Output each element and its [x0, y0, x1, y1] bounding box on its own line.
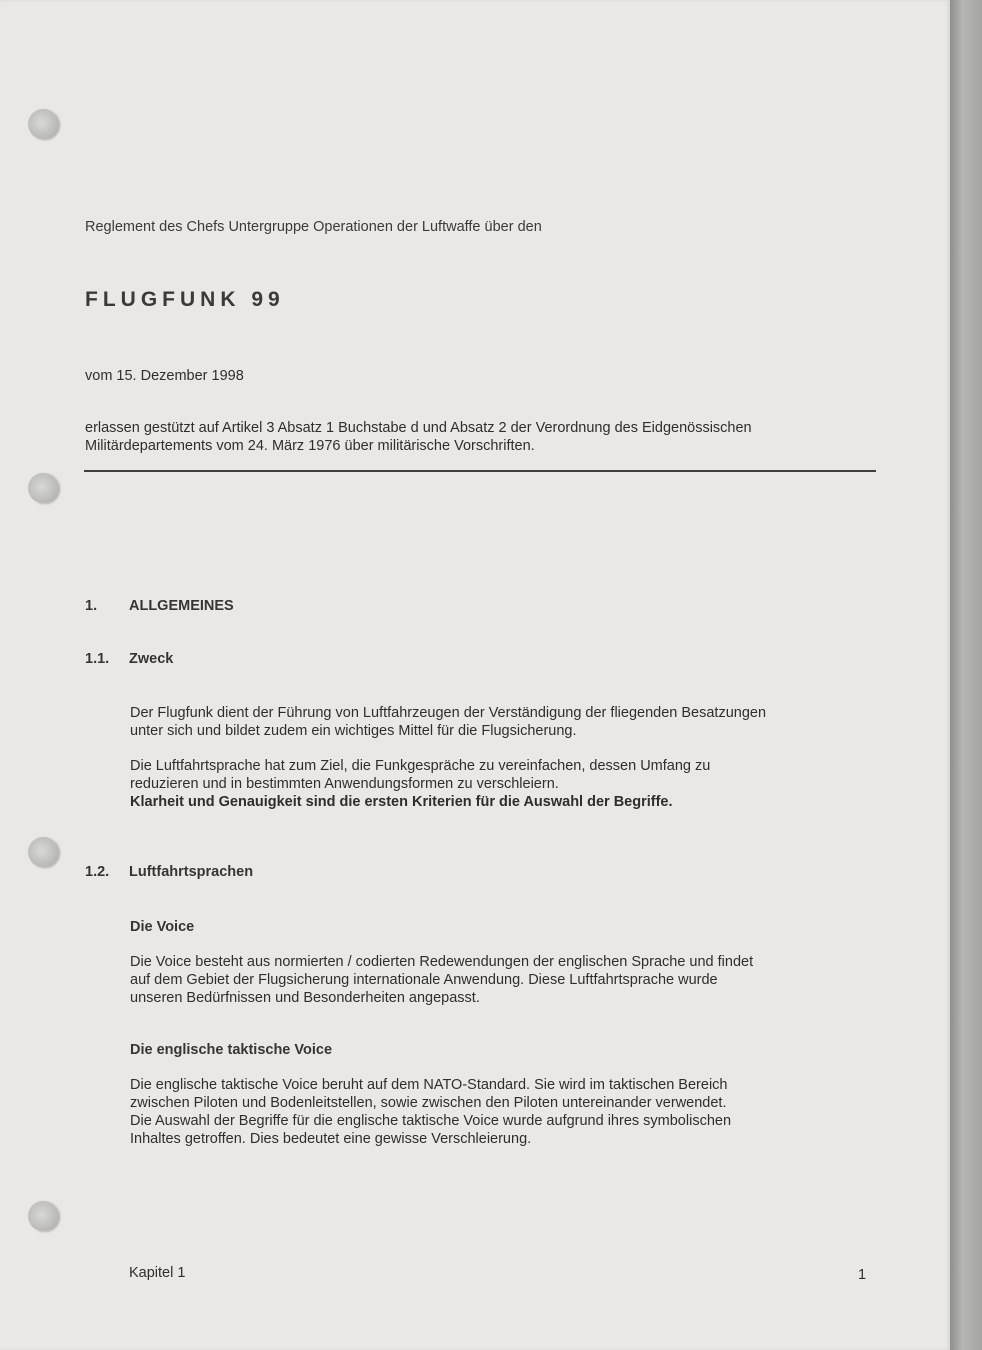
- scanner-background: [950, 0, 982, 1350]
- paragraph-line: Der Flugfunk dient der Führung von Luftfahrzeugen der Verständigung der fliegenden Besatzungen: [130, 705, 767, 721]
- punch-hole: [28, 837, 58, 867]
- punch-hole: [28, 1201, 58, 1231]
- paragraph-line: Die Auswahl der Begriffe für die englische taktische Voice wurde aufgrund ihres symbolischen: [130, 1113, 732, 1129]
- section-title: Luftfahrtsprachen: [129, 864, 254, 880]
- section-1-2-heading: [85, 863, 253, 881]
- document-title: FLUGFUNK 99: [85, 288, 285, 311]
- punch-hole: [28, 473, 58, 503]
- paragraph-line: Die Voice besteht aus normierten / codierten Redewendungen der englischen Sprache und findet: [130, 954, 754, 970]
- paragraph-line: zwischen Piloten und Bodenleitstellen, sowie zwischen den Piloten untereinander verwendet.: [130, 1095, 727, 1111]
- subheading-voice: Die Voice: [130, 919, 195, 935]
- paragraph-line: unter sich und bildet zudem ein wichtiges Mittel für die Flugsicherung.: [130, 723, 577, 739]
- section-1-1-heading: [85, 650, 173, 668]
- zweck-paragraph-1: [130, 704, 766, 740]
- enactment-text: [85, 419, 752, 455]
- voice-paragraph: [130, 953, 753, 1007]
- tactical-voice-paragraph: [130, 1076, 731, 1148]
- horizontal-rule: [84, 470, 876, 472]
- section-1-heading: [85, 597, 234, 615]
- paragraph-line: Inhaltes getroffen. Dies bedeutet eine gewisse Verschleierung.: [130, 1131, 532, 1147]
- paragraph-line: auf dem Gebiet der Flugsicherung internationale Anwendung. Diese Luftfahrtsprache wurde: [130, 972, 718, 988]
- paragraph-line: Die Luftfahrtsprache hat zum Ziel, die Funkgespräche zu vereinfachen, dessen Umfang zu: [130, 758, 711, 774]
- paragraph-line: Die englische taktische Voice beruht auf dem NATO-Standard. Sie wird im taktischen Bereich: [130, 1077, 728, 1093]
- section-number: 1.: [85, 598, 98, 614]
- paragraph-line: reduzieren und in bestimmten Anwendungsformen zu verschleiern.: [130, 776, 559, 792]
- date-line: vom 15. Dezember 1998: [85, 368, 244, 384]
- enactment-line: Militärdepartements vom 24. März 1976 über militärische Vorschriften.: [85, 438, 535, 454]
- footer-chapter: Kapitel 1: [129, 1265, 186, 1281]
- paragraph-bold-line: Klarheit und Genauigkeit sind die ersten Kriterien für die Auswahl der Begriffe.: [130, 794, 673, 810]
- section-number: 1.1.: [85, 651, 110, 667]
- subheading-tactical-voice: Die englische taktische Voice: [130, 1042, 333, 1058]
- footer-page-number: 1: [858, 1267, 867, 1283]
- section-number: 1.2.: [85, 864, 110, 880]
- section-title: Zweck: [129, 651, 174, 667]
- zweck-paragraph-2: [130, 757, 710, 811]
- intro-line: Reglement des Chefs Untergruppe Operationen der Luftwaffe über den: [85, 219, 542, 235]
- section-title: ALLGEMEINES: [129, 598, 234, 614]
- paragraph-line: unseren Bedürfnissen und Besonderheiten angepasst.: [130, 990, 480, 1006]
- punch-hole: [28, 109, 58, 139]
- enactment-line: erlassen gestützt auf Artikel 3 Absatz 1 Buchstabe d und Absatz 2 der Verordnung des Eidgenössischen: [85, 420, 752, 436]
